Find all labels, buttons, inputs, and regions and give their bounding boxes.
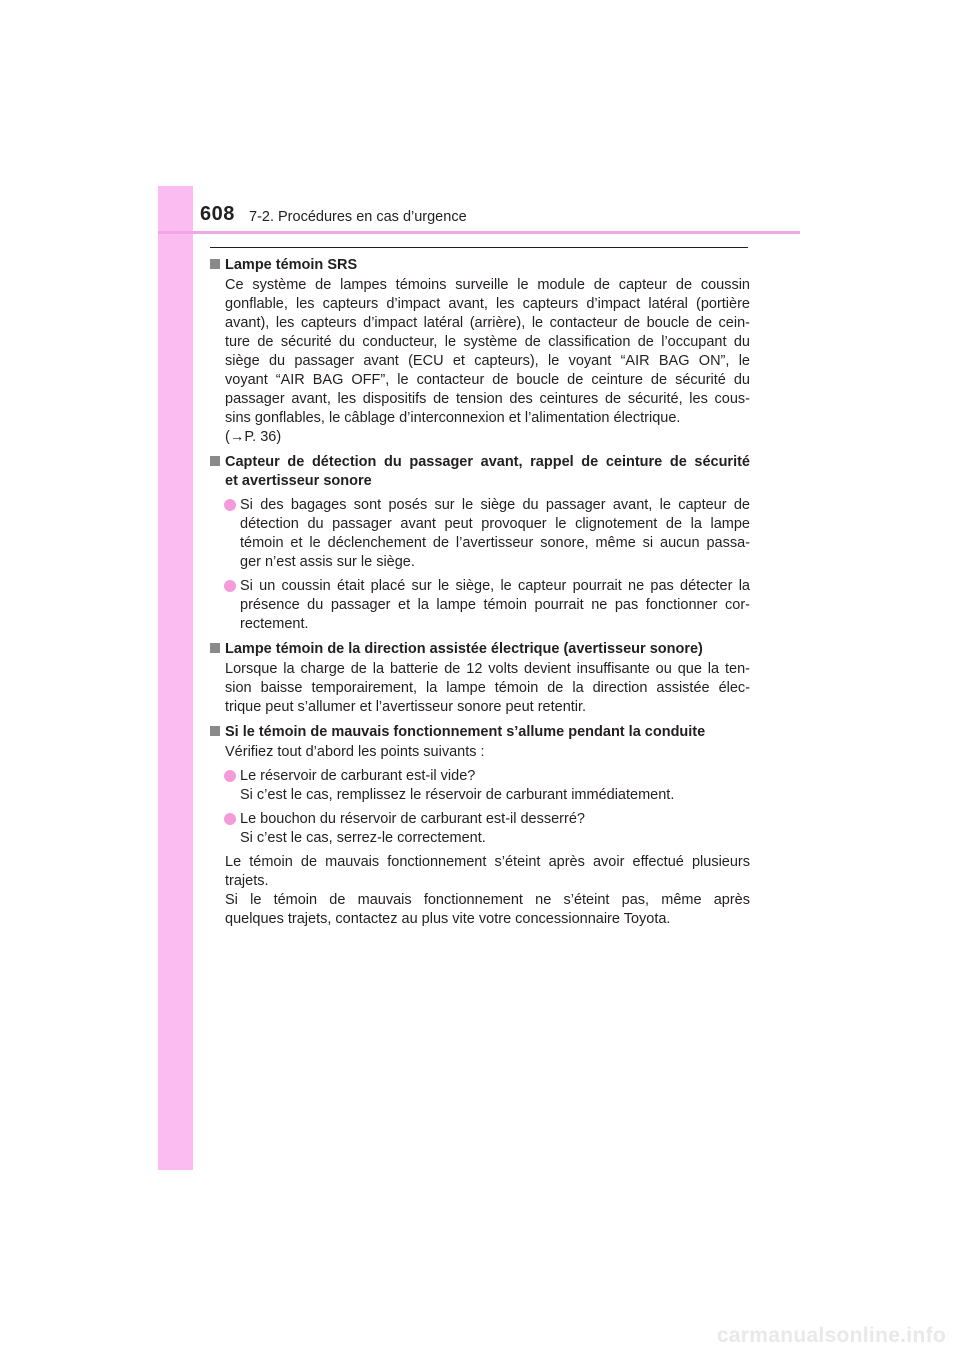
square-bullet-icon [210,643,220,653]
header-line [158,231,800,234]
section-heading-power-steering: Lampe témoin de la direction assistée électrique (avertisseur sonore) [210,640,750,659]
side-color-band [158,186,193,1170]
list-item: Si un coussin était placé sur le siège, le capteur pourrait ne pas détecter la présence du passager et la lampe témoin pourrait ne pas fonctionner cor- rectement. [240,577,750,634]
section-heading-srs: Lampe témoin SRS [210,256,750,275]
paragraph-malfunction-closing: Le témoin de mauvais fonctionnement s’éteint après avoir effectué plusieurs trajets. Si le témoin de mauvais fonctionnement ne s’éteint pas, même après quelques trajets, contactez au plus vite votre concessionnaire Toyota. [225,854,750,927]
paragraph-srs: Ce système de lampes témoins surveille le module de capteur de coussin gonflable, les capteurs d’impact avant, les capteurs d’impact latéral (portière avant), les capteurs d’impact latéral (arrière), le contacteur de boucle de cein- ture de sécurité du conducteur, le système de classification de l’occupant du siège du passager avant (ECU et capteurs), le voyant “AIR BAG ON”, le voyant “AIR BAG OFF”, le contacteur de boucle de ceinture de sécurité du passager avant, les dispositifs de tension des ceintures de sécurité, les cous- sins gonflables, le câblage d’interconnexion et l’alimentation électrique. (→P. 36) [225,277,750,445]
paragraph-power-steering: Lorsque la charge de la batterie de 12 volts devient insuffisante ou que la ten- sion baisse temporairement, la lampe témoin de la direction assistée élec- trique peut s’allumer et l’avertisseur sonore peut retentir. [225,661,750,715]
list-item: Si des bagages sont posés sur le siège du passager avant, le capteur de détection du passager avant peut provoquer le clignotement de la lampe témoin et le déclenchement de l’avertisseur sonore, même si aucun passa- ger n’est assis sur le siège. [240,496,750,572]
square-bullet-icon [210,726,220,736]
round-bullet-icon [224,580,236,592]
page-number: 608 [200,203,235,225]
section-heading-malfunction: Si le témoin de mauvais fonctionnement s’allume pendant la conduite [210,723,750,742]
paragraph-malfunction-intro: Vérifiez tout d’abord les points suivants : [225,744,485,760]
watermark: carmanualsonline.info [716,1324,946,1347]
round-bullet-icon [224,813,236,825]
section-title: 7-2. Procédures en cas d’urgence [249,209,467,225]
square-bullet-icon [210,259,220,269]
page-content [210,256,750,929]
list-item: Le réservoir de carburant est-il vide? Si c’est le cas, remplissez le réservoir de carburant immédiatement. [240,767,750,805]
page-reference-link[interactable]: (→P. 36) [225,429,282,445]
content-rule [210,247,748,248]
square-bullet-icon [210,456,220,466]
round-bullet-icon [224,499,236,511]
list-item: Le bouchon du réservoir de carburant est-il desserré? Si c’est le cas, serrez-le correctement. [240,810,750,848]
round-bullet-icon [224,770,236,782]
section-heading-passenger-sensor: Capteur de détection du passager avant, rappel de ceinture de sécurité et avertisseur sonore [210,453,750,491]
